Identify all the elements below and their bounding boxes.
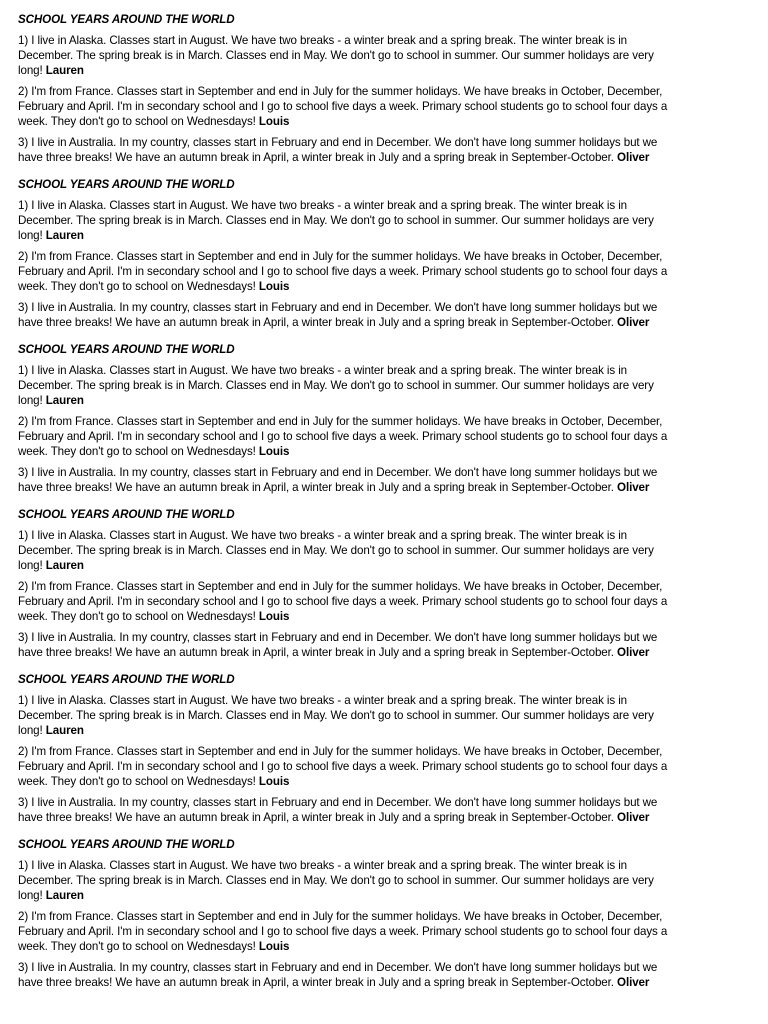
entry-lauren [18, 33, 744, 78]
text-block [18, 342, 744, 507]
block-title: SCHOOL YEARS AROUND THE WORLD [18, 13, 235, 26]
entry-line: 1) I live in Alaska. Classes start in August. We have two breaks - a winter break and a spring break. The winter break is in [18, 694, 628, 707]
author-name: Lauren [45, 889, 84, 902]
entry-lauren [18, 198, 744, 243]
entry-line: December. The spring break is in March. Classes end in May. We don't go to school in summer. Our summer holidays are very [18, 709, 654, 722]
entry-line-last [18, 558, 744, 573]
entry-line: 1) I live in Alaska. Classes start in August. We have two breaks - a winter break and a spring break. The winter break is in [18, 859, 628, 872]
entry-line: 1) I live in Alaska. Classes start in August. We have two breaks - a winter break and a spring break. The winter break is in [18, 529, 628, 542]
entry-line-text: long! [18, 724, 46, 737]
entry-line-text: have three breaks! We have an autumn break in April, a winter break in July and a spring break in September-October. [18, 316, 618, 329]
entry-line: 2) I'm from France. Classes start in September and end in July for the summer holidays. We have breaks in October, December, [18, 745, 663, 758]
author-name: Louis [258, 280, 290, 293]
entry-line-last [18, 150, 744, 165]
entry-louis [18, 84, 744, 129]
entry-line-last [18, 888, 744, 903]
entry-line: February and April. I'm in secondary school and I go to school five days a week. Primary school students go to school four days a [18, 430, 668, 443]
entry-line: 3) I live in Australia. In my country, classes start in February and end in December. We don't have long summer holidays but we [18, 301, 658, 314]
entry-line-last [18, 480, 744, 495]
entry-line-text: long! [18, 64, 46, 77]
author-name: Louis [258, 775, 290, 788]
entry-line: December. The spring break is in March. Classes end in May. We don't go to school in summer. Our summer holidays are very [18, 874, 654, 887]
entry-line-last [18, 939, 744, 954]
block-title: SCHOOL YEARS AROUND THE WORLD [18, 508, 235, 521]
entry-line: February and April. I'm in secondary school and I go to school five days a week. Primary school students go to school four days a [18, 595, 668, 608]
entry-line-text: have three breaks! We have an autumn break in April, a winter break in July and a spring break in September-October. [18, 481, 618, 494]
document-page [18, 12, 744, 1002]
entry-line: February and April. I'm in secondary school and I go to school five days a week. Primary school students go to school four days a [18, 760, 668, 773]
entry-line-last [18, 114, 744, 129]
entry-oliver [18, 795, 744, 825]
entry-louis [18, 249, 744, 294]
entry-line: 2) I'm from France. Classes start in September and end in July for the summer holidays. We have breaks in October, December, [18, 910, 663, 923]
entry-line: 2) I'm from France. Classes start in September and end in July for the summer holidays. We have breaks in October, December, [18, 250, 663, 263]
entry-line-last [18, 228, 744, 243]
entry-line: December. The spring break is in March. Classes end in May. We don't go to school in summer. Our summer holidays are very [18, 49, 654, 62]
entry-line-text: have three breaks! We have an autumn break in April, a winter break in July and a spring break in September-October. [18, 646, 618, 659]
entry-line-text: long! [18, 229, 46, 242]
entry-line-text: week. They don't go to school on Wednesdays! [18, 940, 259, 953]
entry-line: 3) I live in Australia. In my country, classes start in February and end in December. We don't have long summer holidays but we [18, 631, 658, 644]
author-name: Louis [258, 940, 290, 953]
entry-louis [18, 414, 744, 459]
entry-line: 1) I live in Alaska. Classes start in August. We have two breaks - a winter break and a spring break. The winter break is in [18, 199, 628, 212]
entry-line: 3) I live in Australia. In my country, classes start in February and end in December. We don't have long summer holidays but we [18, 466, 658, 479]
entry-line: 3) I live in Australia. In my country, classes start in February and end in December. We don't have long summer holidays but we [18, 136, 658, 149]
entry-lauren [18, 693, 744, 738]
author-name: Oliver [617, 646, 650, 659]
entry-line-last [18, 63, 744, 78]
entry-line-last [18, 810, 744, 825]
entry-line: December. The spring break is in March. Classes end in May. We don't go to school in summer. Our summer holidays are very [18, 544, 654, 557]
author-name: Oliver [617, 316, 650, 329]
author-name: Louis [258, 115, 290, 128]
author-name: Lauren [45, 724, 84, 737]
entry-line: 3) I live in Australia. In my country, classes start in February and end in December. We don't have long summer holidays but we [18, 796, 658, 809]
entry-line-text: long! [18, 559, 46, 572]
entry-line-text: week. They don't go to school on Wednesdays! [18, 775, 259, 788]
entry-line-text: have three breaks! We have an autumn break in April, a winter break in July and a spring break in September-October. [18, 151, 618, 164]
entry-line-text: long! [18, 889, 46, 902]
entry-line-text: long! [18, 394, 46, 407]
entry-line: 3) I live in Australia. In my country, classes start in February and end in December. We don't have long summer holidays but we [18, 961, 658, 974]
entry-line: December. The spring break is in March. Classes end in May. We don't go to school in summer. Our summer holidays are very [18, 379, 654, 392]
entry-oliver [18, 465, 744, 495]
entry-line: 1) I live in Alaska. Classes start in August. We have two breaks - a winter break and a spring break. The winter break is in [18, 364, 628, 377]
entry-line: 1) I live in Alaska. Classes start in August. We have two breaks - a winter break and a spring break. The winter break is in [18, 34, 628, 47]
entry-line-last [18, 975, 744, 990]
author-name: Oliver [617, 481, 650, 494]
entry-line-last [18, 723, 744, 738]
entry-line-last [18, 444, 744, 459]
text-block [18, 837, 744, 1002]
entry-line: February and April. I'm in secondary school and I go to school five days a week. Primary school students go to school four days a [18, 925, 668, 938]
entry-louis [18, 909, 744, 954]
entry-line-last [18, 774, 744, 789]
author-name: Louis [258, 610, 290, 623]
entry-line-text: week. They don't go to school on Wednesdays! [18, 445, 259, 458]
entry-line-text: have three breaks! We have an autumn break in April, a winter break in July and a spring break in September-October. [18, 811, 618, 824]
entry-line-last [18, 609, 744, 624]
entry-lauren [18, 858, 744, 903]
entry-oliver [18, 300, 744, 330]
entry-oliver [18, 960, 744, 990]
entry-oliver [18, 630, 744, 660]
author-name: Oliver [617, 976, 650, 989]
entry-line: 2) I'm from France. Classes start in September and end in July for the summer holidays. We have breaks in October, December, [18, 85, 663, 98]
entry-line-last [18, 315, 744, 330]
entry-line: 2) I'm from France. Classes start in September and end in July for the summer holidays. We have breaks in October, December, [18, 580, 663, 593]
entry-line: 2) I'm from France. Classes start in September and end in July for the summer holidays. We have breaks in October, December, [18, 415, 663, 428]
text-block [18, 672, 744, 837]
entry-line: December. The spring break is in March. Classes end in May. We don't go to school in summer. Our summer holidays are very [18, 214, 654, 227]
entry-line: February and April. I'm in secondary school and I go to school five days a week. Primary school students go to school four days a [18, 100, 668, 113]
author-name: Lauren [45, 64, 84, 77]
text-block [18, 12, 744, 177]
author-name: Louis [258, 445, 290, 458]
block-title: SCHOOL YEARS AROUND THE WORLD [18, 178, 235, 191]
author-name: Oliver [617, 811, 650, 824]
author-name: Oliver [617, 151, 650, 164]
author-name: Lauren [45, 229, 84, 242]
block-title: SCHOOL YEARS AROUND THE WORLD [18, 838, 235, 851]
entry-line: February and April. I'm in secondary school and I go to school five days a week. Primary school students go to school four days a [18, 265, 668, 278]
text-block [18, 507, 744, 672]
entry-oliver [18, 135, 744, 165]
author-name: Lauren [45, 559, 84, 572]
entry-line-text: week. They don't go to school on Wednesdays! [18, 115, 259, 128]
entry-louis [18, 744, 744, 789]
entry-line-text: week. They don't go to school on Wednesdays! [18, 610, 259, 623]
entry-lauren [18, 363, 744, 408]
block-title: SCHOOL YEARS AROUND THE WORLD [18, 673, 235, 686]
entry-louis [18, 579, 744, 624]
entry-line-text: week. They don't go to school on Wednesdays! [18, 280, 259, 293]
text-block [18, 177, 744, 342]
entry-line-last [18, 645, 744, 660]
entry-line-last [18, 393, 744, 408]
author-name: Lauren [45, 394, 84, 407]
entry-line-text: have three breaks! We have an autumn break in April, a winter break in July and a spring break in September-October. [18, 976, 618, 989]
entry-lauren [18, 528, 744, 573]
block-title: SCHOOL YEARS AROUND THE WORLD [18, 343, 235, 356]
entry-line-last [18, 279, 744, 294]
